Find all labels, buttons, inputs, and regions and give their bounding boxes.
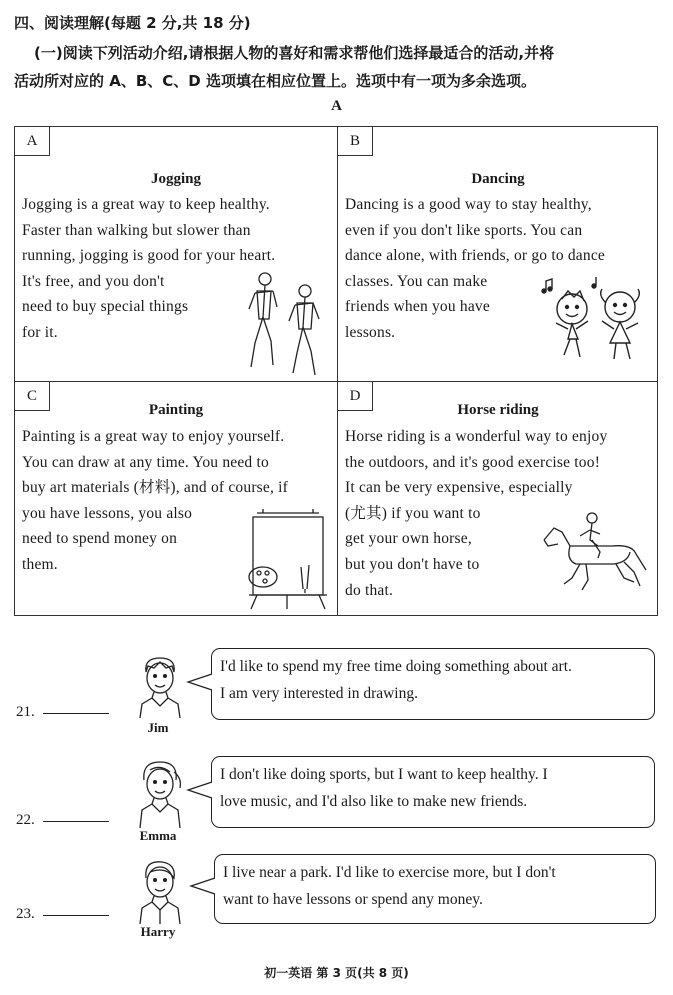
activity-text: Painting is a great way to enjoy yourself. You can draw at any time. You need to buy art materials (材料), and of course, if you have lessons, you also need to spend money on them. <box>22 428 289 573</box>
speech-bubble: I'd like to spend my free time doing something about art. I am very interested in drawing. <box>211 648 655 720</box>
bubble-tail <box>189 876 216 896</box>
question-number: 21. <box>16 704 109 721</box>
activity-text: Jogging is a great way to keep healthy. Faster than walking but slower than running, jogging is good for your heart. It's free, and you don't need to buy special things for it. <box>22 196 276 341</box>
activity-cell-c <box>15 382 337 615</box>
option-letter: B <box>338 127 373 156</box>
bubble-tail <box>186 672 213 692</box>
activity-cell-a <box>15 127 337 381</box>
easel-palette-illustration-icon <box>243 507 331 611</box>
instructions-line-2: 活动所对应的 A、B、C、D 选项填在相应位置上。选项中有一项为多余选项。 <box>14 72 536 90</box>
dancing-kids-illustration-icon <box>538 277 656 367</box>
option-letter: C <box>15 382 50 411</box>
page-footer: 初一英语 第 3 页(共 8 页) <box>264 966 409 980</box>
answer-blank[interactable] <box>43 712 109 714</box>
person-name: Harry <box>140 924 176 939</box>
speech-bubble: I live near a park. I'd like to exercise more, but I don't want to have lessons or spend any money. <box>214 854 656 924</box>
bubble-tail <box>186 780 213 800</box>
horse-rider-illustration-icon <box>536 510 652 594</box>
question-number: 22. <box>16 812 109 829</box>
activity-title: Painting <box>148 402 204 418</box>
emma-portrait-icon <box>136 758 184 828</box>
answer-blank[interactable] <box>43 820 109 822</box>
option-letter: D <box>338 382 373 411</box>
activity-cell-b <box>338 127 658 381</box>
activity-title: Horse riding <box>457 402 539 418</box>
instructions-line-1: (一)阅读下列活动介绍,请根据人物的喜好和需求帮他们选择最适合的活动,并将 <box>34 44 555 62</box>
person-name: Jim <box>147 720 169 735</box>
activity-title: Jogging <box>150 171 201 187</box>
person-name: Emma <box>139 828 177 843</box>
jim-portrait-icon <box>136 654 184 718</box>
activity-cell-d <box>338 382 658 615</box>
joggers-illustration-icon <box>243 269 333 381</box>
activity-title: Dancing <box>471 171 525 187</box>
activities-table <box>14 126 658 616</box>
passage-label: A <box>331 98 342 114</box>
question-number: 23. <box>16 906 109 923</box>
section-heading: 四、阅读理解(每题 2 分,共 18 分) <box>14 14 251 32</box>
activity-text: Horse riding is a wonderful way to enjoy the outdoors, and it's good exercise too! It can be very expensive, especially (尤其) if you want to get your own horse, but you don't have to do that. <box>345 428 608 599</box>
speech-bubble: I don't like doing sports, but I want to keep healthy. I love music, and I'd also like to make new friends. <box>211 756 655 828</box>
activity-text: Dancing is a good way to stay healthy, even if you don't like sports. You can dance alone, with friends, or go to dance classes. You can make friends when you have lessons. <box>345 196 605 341</box>
harry-portrait-icon <box>136 858 184 924</box>
answer-blank[interactable] <box>43 914 109 916</box>
option-letter: A <box>15 127 50 156</box>
